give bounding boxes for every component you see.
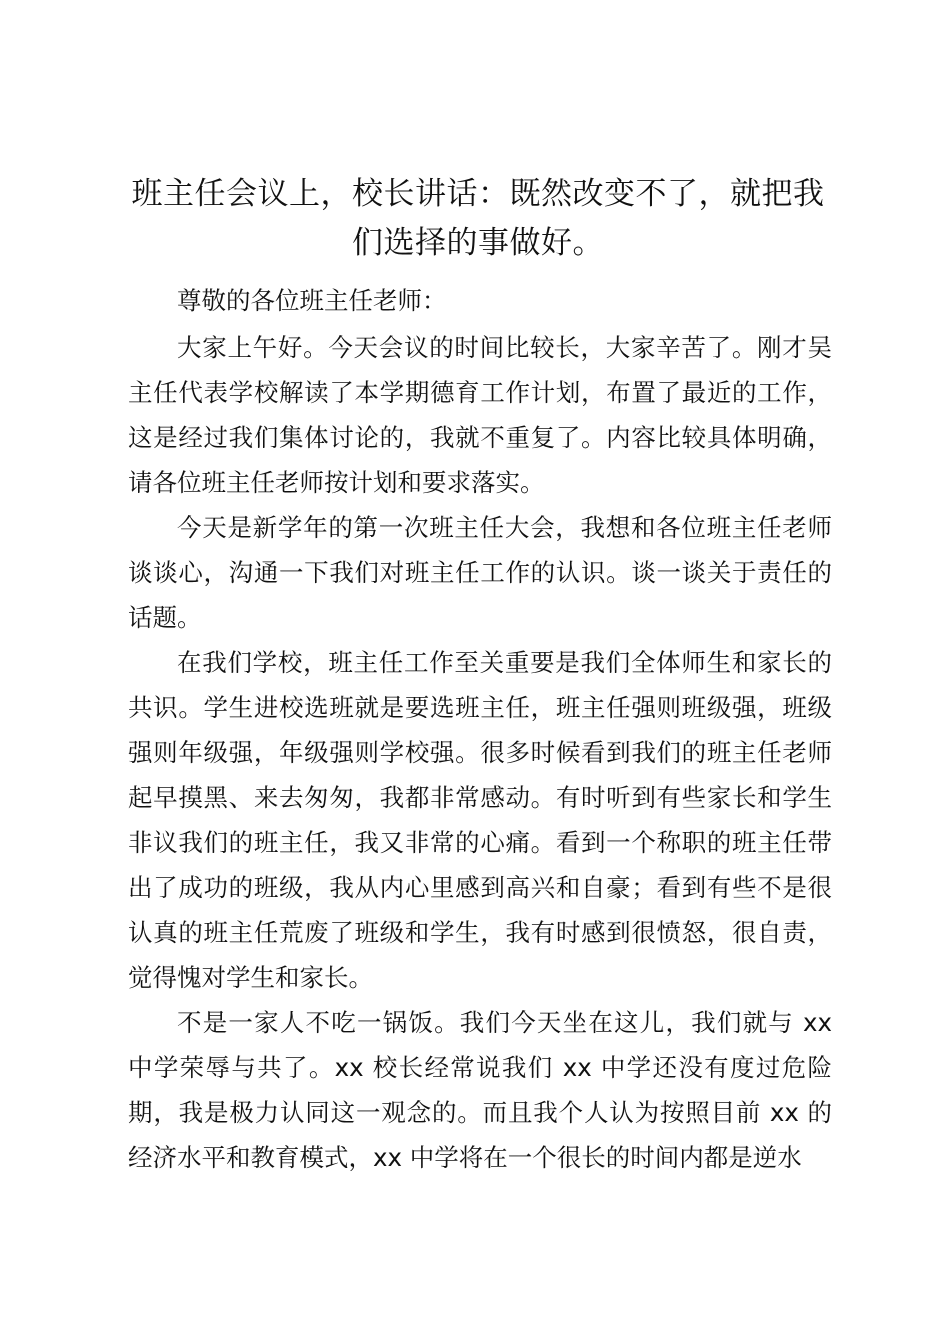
document-body xyxy=(128,278,832,1180)
paragraph-shared-fate: 不是一家人不吃一锅饭。我们今天坐在这儿，我们就与 xx 中学荣辱与共了。xx 校长经常说我们 xx 中学还没有度过危险期，我是极力认同这一观念的。而且我个人认为按照目前 xx 的经济水平和教育模式，xx 中学将在一个很长的时间内都是逆水 xyxy=(128,1008,832,1172)
salutation: 尊敬的各位班主任老师： xyxy=(177,286,447,315)
paragraph-greeting: 大家上午好。今天会议的时间比较长，大家辛苦了。刚才吴主任代表学校解读了本学期德育工作计划，布置了最近的工作，这是经过我们集体讨论的，我就不重复了。内容比较具体明确，请各位班主任老师按计划和要求落实。 xyxy=(128,333,832,497)
paragraph-head-teacher-importance: 在我们学校，班主任工作至关重要是我们全体师生和家长的共识。学生进校选班就是要选班主任，班主任强则班级强，班级强则年级强，年级强则学校强。很多时候看到我们的班主任老师起早摸黑、来去匆匆，我都非常感动。有时听到有些家长和学生非议我们的班主任，我又非常的心痛。看到一个称职的班主任带出了成功的班级，我从内心里感到高兴和自豪；看到有些不是很认真的班主任荒废了班级和学生，我有时感到很愤怒，很自责，觉得愧对学生和家长。 xyxy=(128,648,832,992)
paragraph-meeting-purpose: 今天是新学年的第一次班主任大会，我想和各位班主任老师谈谈心，沟通一下我们对班主任工作的认识。谈一谈关于责任的话题。 xyxy=(128,513,832,632)
document-title: 班主任会议上，校长讲话：既然改变不了，就把我们选择的事做好。 xyxy=(131,176,825,261)
